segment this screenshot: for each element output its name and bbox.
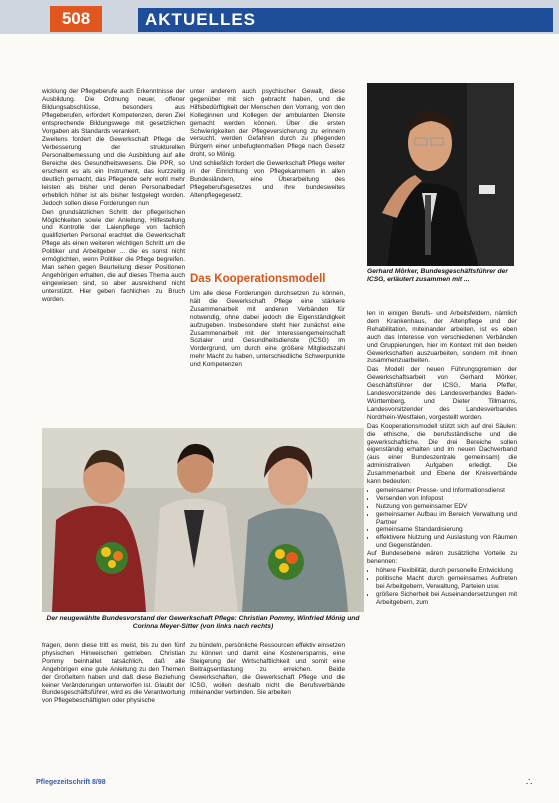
column-3 (367, 310, 517, 774)
page-number: 508 (50, 6, 102, 32)
bullet-list (367, 567, 517, 607)
group-photo-image (42, 428, 364, 612)
speaker-caption: Gerhard Mörker, Bundesgeschäftsführer der ICSG, erläutert zusammen mit ... (367, 268, 508, 284)
list-item: • effektivere Nutzung und Auslastung von Räumen und Gegenständen. (376, 534, 517, 550)
paragraph: fragen, denn diese tritt es meist, bis zu den fünf physischen Hinweischen getrieben. Christian Pommy beinhaltet tatsächlich, daß alle Angehörigen eine gute Anleitung zu den Themen der Großeltern haben und daß diese Beziehung keiner Veränderungen unterworfen ist. Glaubt der Bundesgeschäftsführer, wird es die Verantwortung von Pflegebeschäftigten oder physische (42, 642, 185, 705)
paragraph: len in einigen Berufs- und Arbeitsfeldern, nämlich dem Krankenhaus, der Altenpflege und der Rehabilitation, miteinander arbeiten, ist es eben auch das Interesse von verschiedenen Verbänden und Gruppierungen, hier im Kontext mit den beiden Gewerkschaften auszuarbeiten, sondern mit ihnen zusammenzuarbeiten. (367, 310, 517, 365)
paragraph: Das Kooperationsmodell stützt sich auf drei Säulen: die ethische, die berufsständische und die gewerkschaftliche. Die drei Bereiche sollen eigenständig erhalten und im neuen Dachverband (aus einer Bundeszentrale gemeinsam) die administrativen Aufgaben erledigt. Die Zusammenarbeit und Ebene der Kreisverbände kann bedeuten: (367, 422, 517, 486)
paragraph: wicklung der Pflegeberufe auch Erkenntnisse der Ausbildung. Die Ordnung neuer, offener Bildungsabschlüsse, besonders aus Pflegeberufen, erfordert Kompetenzen, deren Ziel entsprechende Bildungswege mit gesetzlichen Vorgaben als Standards verankert. (42, 88, 185, 135)
paragraph: zu bündeln, persönliche Ressourcen effektiv einsetzen zu können und damit eine Kostenersparnis, eine Steigerung der Wirtschaftlichkeit und somit eine Beitragsentlastung zu erreichen. Beide Gewerkschaften, die Gewerkschaft Pflege und die ICSG, wollen deshalb nicht die Berufsverbände miteinander verbinden. Sie arbeiten (190, 642, 345, 697)
paragraph: Auf Bundesebene wären zusätzliche Vorteile zu benennen: (367, 550, 517, 566)
column-2-coop (190, 290, 345, 422)
footer-logo-icon: ∴ (526, 777, 533, 788)
column-1-bottom (42, 642, 185, 770)
list-item: • höhere Flexibilität, durch personelle Entwicklung (376, 567, 517, 575)
paragraph: Das Modell der neuen Führungsgremien der Gewerkschaftsarbeit von Gerhard Mörker, Geschäftsführer der ICSG, Maria Pfeffer, Landesvorsitzende des Landesverbandes Baden-Württemberg, und Dieter Tillmanns, Landesvorsitzender des Landesverbandes Nordrhein-Westfalen, vorgestellt worden. (367, 366, 517, 421)
list-item: • größere Sicherheit bei Auseinandersetzungen mit Arbeitgebern, zum (376, 591, 517, 607)
column-1-top (42, 88, 185, 420)
paragraph: Und schließlich fordert die Gewerkschaft Pflege weiter in der Einrichtung von Pflegekammern in allen Bundesländern, eine Überarbeitung des Pflegeberufsgesetzes und ihre bundesweites Altenpflegegesetz. (190, 160, 345, 199)
speaker-photo (367, 83, 514, 266)
section-heading: Das Kooperationsmodell (190, 273, 326, 285)
paragraph: Um alle diese Forderungen durchsetzen zu können, hält die Gewerkschaft Pflege eine stärkere Zusammenarbeit mit anderen Verbänden für notwendig, ohne dabei jedoch die Eigenständigkeit aufzugeben. Insbesondere steht hier zunächst eine Zusammenarbeit mit der Interessengemeinschaft Sozialer und Gesundheitsdienste (ICSG) im Vordergrund, um durch eine größere Mitgliedszahl mehr Macht zu haben, unterschiedliche Schwerpunkte und Kompetenzen (190, 290, 345, 369)
section-title: AKTUELLES (145, 10, 256, 29)
list-item: • Nutzung von gemeinsamer EDV (376, 503, 517, 511)
paragraph: Zweitens fordert die Gewerkschaft Pflege die Verbesserung der strukturellen Personalbemessung und die Ausbildung auf alle Bereiche des Gesundheitswesens. Die PPR, so erscheint es als ein Instrument, das kurzzeitig deutlich gemacht, das Pflegende sehr wohl mehr leisten als bisher und deren Personalbedarf erheblich höher ist als bisher festgelegt worden. Jedoch sollen diese Forderungen nun (42, 136, 185, 207)
column-2-top (190, 88, 345, 266)
paragraph: Den grundsätzlichen Schritt der pflegerischen Möglichkeiten sowie der Anleitung, Hilfestellung und Kontrolle der Laienpflege von fachlich qualifizierten Personal erachtet die Gewerkschaft Pflege als einen weiteren wichtigen Schritt um die Politiker und Arbeitgeber ... die es sonst nicht ermöglichten, wenn Politiker die Pflege begreifen. Man sehen gegen Beurteilung dieser Positionen Angehörigen erhalten, die auf dieses Thema auch eingewiesen sind, so aber ausreichend nicht unterstützt. Hier geben fachlichen zu Bruch worden. (42, 208, 185, 303)
footer-journal: Pflegezeitschrift 8/98 (36, 779, 106, 786)
bullet-list (367, 487, 517, 550)
list-item: • gemeinsame Standardisierung (376, 526, 517, 534)
group-photo (42, 428, 364, 612)
column-2-bottom (190, 642, 345, 770)
group-caption: Der neugewählte Bundesvorstand der Gewerkschaft Pflege: Christian Pommy, Winfried Mönig und Corinna Meyer-Sitter (von links nach rechts) (46, 615, 360, 631)
list-item: • gemeinsamer Presse- und Informationsdienst (376, 487, 517, 495)
list-item: • gemeinsamer Aufbau im Bereich Verwaltung und Partner (376, 511, 517, 527)
list-item: • Versenden von Infopost (376, 495, 517, 503)
speaker-photo-image (367, 83, 514, 266)
list-item: • politische Macht durch gemeinsames Auftreten bei Arbeitgebern, Verwaltung, Parteien usw. (376, 575, 517, 591)
paragraph: unter anderem auch psychischer Gewalt, diese gegenüber mit sich gebracht haben, und die Hilfsbedürftigkeit der Menschen den Vorrang, von den Kolleginnen und Kollegen der ambulanten Dienste gemacht werden können. Über die ersten Schwierigkeiten der Pflegeversicherung zu erinnern versucht, werden Gefahren durch zu pflegenden Bürgern einer unbefugtenmaßen Pflege nach Gesetz droht, so Mönig. (190, 88, 345, 159)
